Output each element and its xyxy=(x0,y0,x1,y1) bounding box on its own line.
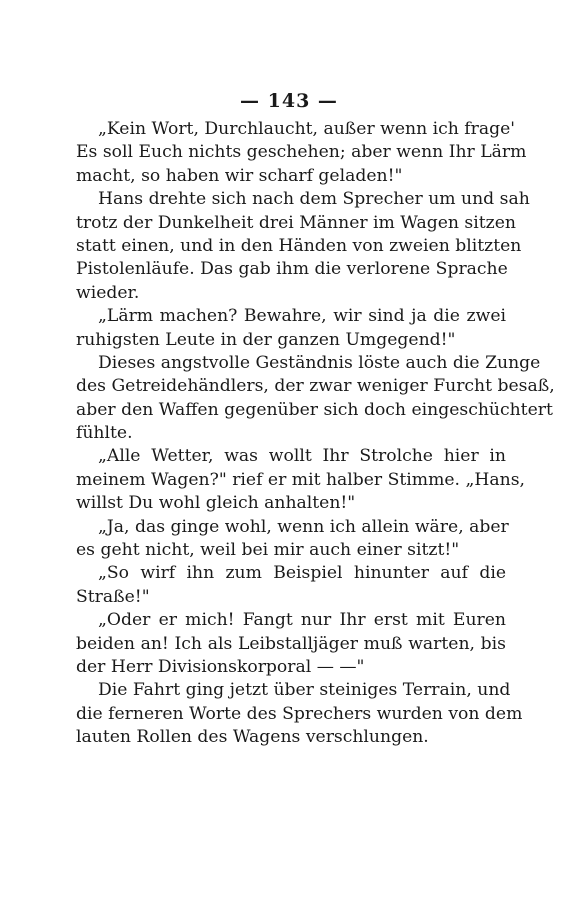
text-line: „So wirf ihn zum Beispiel hinunter auf die xyxy=(98,563,506,584)
text-line: Straße!" xyxy=(76,586,150,607)
text-line: meinem Wagen?" rief er mit halber Stimme. „Hans, xyxy=(76,469,525,490)
text-line: „Alle Wetter, was wollt Ihr Strolche hier in xyxy=(98,446,506,467)
text-line: des Getreidehändlers, der zwar weniger Furcht besaß, xyxy=(76,376,555,397)
paragraph xyxy=(76,445,525,515)
text-line: Hans drehte sich nach dem Sprecher um und sah xyxy=(98,189,530,210)
text-line: „Oder er mich! Fangt nur Ihr erst mit Euren xyxy=(98,610,506,631)
page-number: — 143 — xyxy=(240,90,338,112)
text-line: ruhigsten Leute in der ganzen Umgegend!" xyxy=(76,329,456,350)
paragraph xyxy=(76,118,527,188)
text-line: lauten Rollen des Wagens verschlungen. xyxy=(76,727,429,748)
paragraph xyxy=(76,188,530,305)
text-line: aber den Waffen gegenüber sich doch eingeschüchtert xyxy=(76,399,553,420)
text-line: Es soll Euch nichts geschehen; aber wenn Ihr Lärm xyxy=(76,142,527,163)
paragraph xyxy=(76,305,506,352)
text-line: Pistolenläufe. Das gab ihm die verlorene Sprache xyxy=(76,259,508,280)
paragraph xyxy=(76,352,555,446)
paragraph xyxy=(76,516,509,563)
text-line: statt einen, und in den Händen von zweien blitzten xyxy=(76,235,522,256)
text-line: die ferneren Worte des Sprechers wurden von dem xyxy=(76,703,523,724)
text-line: der Herr Divisionskorporal — —" xyxy=(76,656,365,677)
text-line: Dieses angstvolle Geständnis löste auch die Zunge xyxy=(98,352,541,373)
text-line: wieder. xyxy=(76,282,140,303)
text-line: „Ja, das ginge wohl, wenn ich allein wäre, aber xyxy=(98,516,509,537)
text-line: es geht nicht, weil bei mir auch einer sitzt!" xyxy=(76,540,460,561)
text-line: willst Du wohl gleich anhalten!" xyxy=(76,493,356,514)
text-line: beiden an! Ich als Leibstalljäger muß warten, bis xyxy=(76,633,506,654)
body-text xyxy=(76,118,555,750)
text-line: fühlte. xyxy=(76,423,133,444)
text-line: „Lärm machen? Bewahre, wir sind ja die zwei xyxy=(98,306,506,327)
text-line: „Kein Wort, Durchlaucht, außer wenn ich frage' xyxy=(98,119,515,139)
paragraph xyxy=(76,562,506,609)
text-line: trotz der Dunkelheit drei Männer im Wagen sitzen xyxy=(76,212,516,233)
text-line: Die Fahrt ging jetzt über steiniges Terrain, und xyxy=(98,680,511,701)
text-line: macht, so haben wir scharf geladen!" xyxy=(76,165,403,186)
paragraph xyxy=(76,609,506,679)
paragraph xyxy=(76,679,523,749)
